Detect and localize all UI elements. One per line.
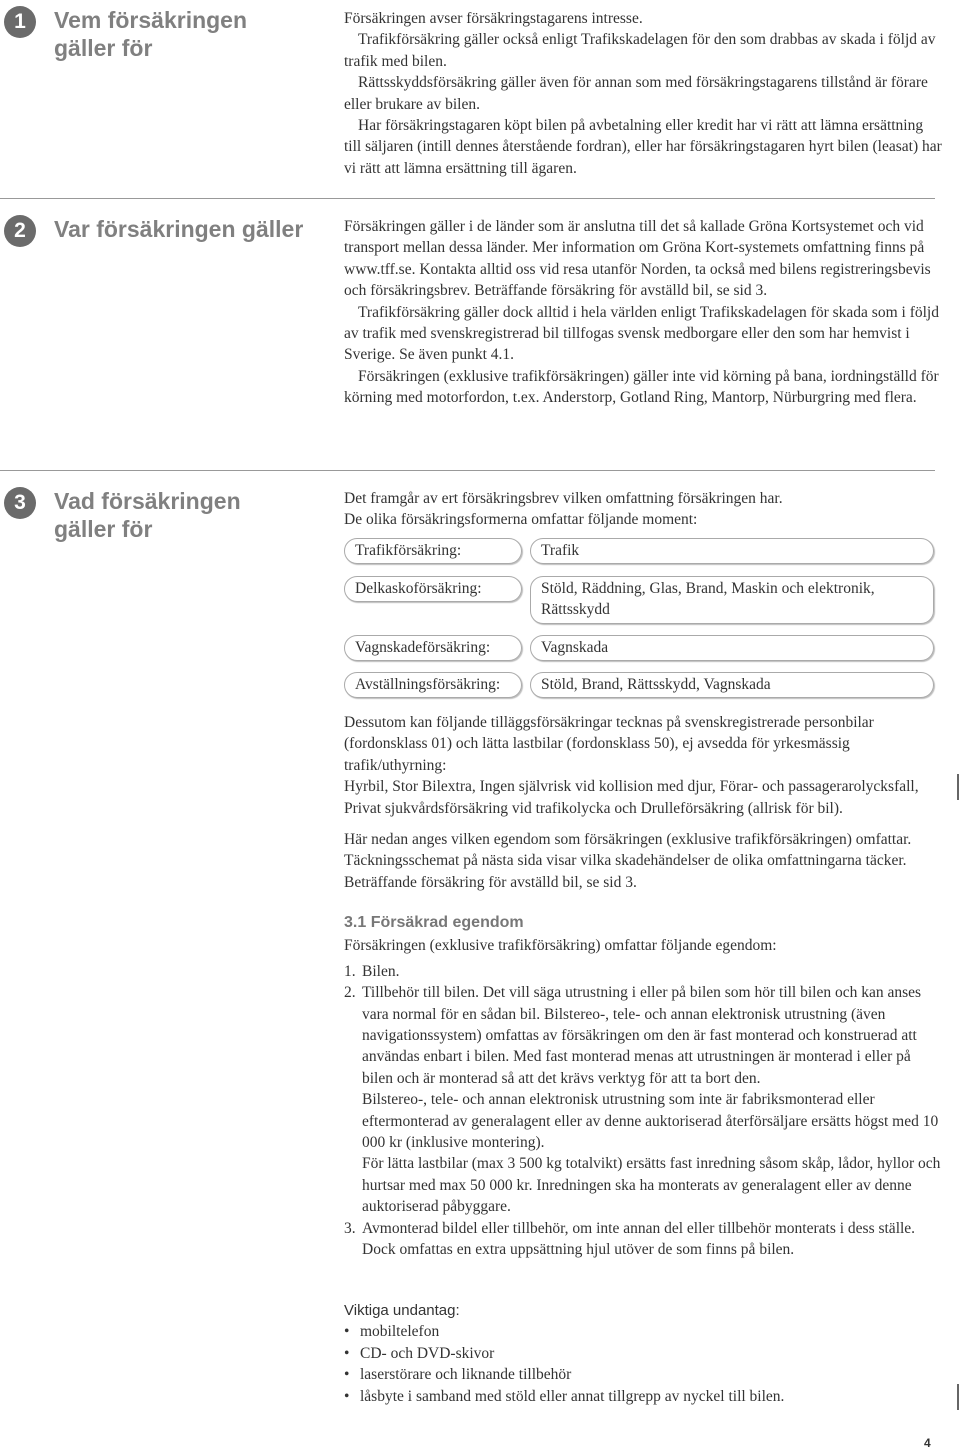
property-list	[344, 961, 944, 1261]
form-value-pill: Vagnskada	[530, 635, 934, 661]
list-item-text: För lätta lastbilar (max 3 500 kg totalvikt) ersätts fast inredning såsom skåp, lådor, hyllor och hurtsar med max 50 000 kr. Inredningen ska ha monterats av generalagent eller av denne auktoriserad påbyggare.	[362, 1155, 941, 1216]
section-body	[344, 8, 944, 179]
list-marker: 2.	[344, 984, 356, 1002]
section-divider	[0, 198, 935, 199]
list-item-text: Bilstereo-, tele- och annan elektronisk utrustning som inte är fabriksmonterad eller eftermonterad av generalagent eller av denne auktoriserad återförsäljare ersätts högst med 10 000 kr (inklusive montering).	[362, 1091, 939, 1152]
paragraph: De olika försäkringsformerna omfattar följande moment:	[344, 511, 698, 529]
list-item: • CD- och DVD-skivor	[344, 1343, 944, 1364]
form-value-pill: Stöld, Brand, Rättsskydd, Vagnskada	[530, 672, 934, 698]
list-item: • mobiltelefon	[344, 1321, 944, 1342]
page-number: 4	[924, 1436, 931, 1450]
section-heading: Var försäkringen gäller	[54, 216, 304, 242]
section-body	[344, 712, 944, 893]
paragraph: Hyrbil, Stor Bilextra, Ingen självrisk vid kollision med djur, Förar- och passagerarolycksfall, Privat sjukvårdsförsäkring vid trafikolycka och Drulleförsäkring (allrisk för bil).	[344, 778, 919, 817]
list-item-text: Tillbehör till bilen. Det vill säga utrustning i eller på bilen som hör till bilen och kan anses vara normal för en sådan bil. Bilstereo-, tele- och annan elektronisk utrustning (även navigationssystem) omfattas av försäkringen om den är fast monterad och konstruerad att användas enbart i bilen. Med fast monterad menas att utrustningen är monterad i eller på bilen och är monterad så att det krävs verktyg för att ta bort den.	[362, 984, 922, 1087]
form-value-pill: Trafik	[530, 538, 934, 564]
list-item	[344, 982, 944, 1217]
list-marker: 3.	[344, 1219, 356, 1237]
form-label-pill: Trafikförsäkring:	[344, 538, 522, 564]
paragraph: Försäkringen (exklusive trafikförsäkring) omfattar följande egendom:	[344, 937, 777, 955]
paragraph: Rättsskyddsförsäkring gäller även för annan som med försäkringstagarens tillstånd är förare eller brukare av bilen.	[344, 74, 928, 113]
form-value-pill: Stöld, Räddning, Glas, Brand, Maskin och elektronik, Rättsskydd	[530, 576, 934, 624]
list-item: • låsbyte i samband med stöld eller annat tillgrepp av nyckel till bilen.	[344, 1386, 944, 1407]
section-number-badge: 1	[4, 6, 36, 38]
paragraph: Trafikförsäkring gäller dock alltid i hela världen enligt Trafikskadelagen för skada som i följd av trafik med svenskregistrerad bil tillfogas svensk medborgare eller den som har hemvist i Sverige. Se även punkt 4.1.	[344, 303, 939, 364]
paragraph: Här nedan anges vilken egendom som försäkringen (exklusive trafikförsäkringen) omfattar. Täckningsschemat på nästa sida visar vilka skadehändelser de olika omfattningarna täcker. Beträffande försäkring för avställd bil, se sid 3.	[344, 831, 912, 891]
exceptions	[344, 1300, 944, 1407]
margin-marker	[957, 774, 959, 800]
list-item	[344, 961, 944, 982]
paragraph: Dessutom kan följande tilläggsförsäkringar tecknas på svenskregistrerade personbilar (fordonsklass 01) och lätta lastbilar (fordonsklass 50), ej avsedda för yrkesmässig trafik/uthyrning:	[344, 714, 874, 774]
paragraph: Försäkringen avser försäkringstagarens intresse.	[344, 10, 643, 27]
paragraph: Det framgår av ert försäkringsbrev vilken omfattning försäkringen har.	[344, 490, 783, 507]
exceptions-list	[344, 1321, 944, 1407]
list-marker: 1.	[344, 962, 356, 980]
paragraph: Försäkringen gäller i de länder som är anslutna till det så kallade Gröna Kortsystemet och vid transport mellan dessa länder. Mer information om Gröna Kort-systemets omfattning finns på www.tff.se. Kontakta alltid oss vid resa utanför Norden, ta också med bilens registreringsbevis och försäkringsbrev. Beträffande försäkring för avställd bil, se sid 3.	[344, 218, 931, 300]
form-label-pill: Vagnskadeförsäkring:	[344, 635, 522, 661]
list-item-text: Avmonterad bildel eller tillbehör, om inte annan del eller tillbehör monterats i dess ställe. Dock omfattas en extra uppsättning hjul utöver de som finns på bilen.	[362, 1219, 916, 1259]
subsection-heading: 3.1 Försäkrad egendom	[344, 914, 524, 931]
list-item: • laserstörare och liknande tillbehör	[344, 1364, 944, 1385]
section-number-badge: 3	[4, 487, 36, 519]
paragraph: Har försäkringstagaren köpt bilen på avbetalning eller kredit har vi rätt att lämna ersättning till säljaren (intill dennes återstående fordran), eller har försäkringstagaren hyrt bilen (leasat) har vi rätt att lämna ersättning till ägaren.	[344, 117, 942, 177]
section-number-badge: 2	[4, 215, 36, 247]
list-item-text: Bilen.	[362, 962, 400, 980]
margin-marker	[957, 1384, 959, 1410]
paragraph: Försäkringen (exklusive trafikförsäkringen) gäller inte vid körning på bana, iordningställd för körning med motorfordon, t.ex. Anderstorp, Gotland Ring, Mantorp, Nürburgring med flera.	[344, 367, 939, 407]
paragraph: Trafikförsäkring gäller också enligt Trafikskadelagen för den som drabbas av skada i följd av trafik med bilen.	[344, 31, 936, 70]
section-heading: Vem försäkringen gäller för	[54, 7, 248, 61]
section-body	[344, 216, 944, 409]
section-divider	[0, 470, 935, 471]
form-label-pill: Avställningsförsäkring:	[344, 672, 522, 698]
subsection-3-1	[344, 912, 944, 1261]
section-heading: Vad försäkringen gäller för	[54, 488, 241, 542]
exceptions-heading: Viktiga undantag:	[344, 1302, 460, 1319]
form-label-pill: Delkaskoförsäkring:	[344, 576, 522, 602]
section-intro	[344, 488, 944, 531]
list-item	[344, 1218, 944, 1261]
